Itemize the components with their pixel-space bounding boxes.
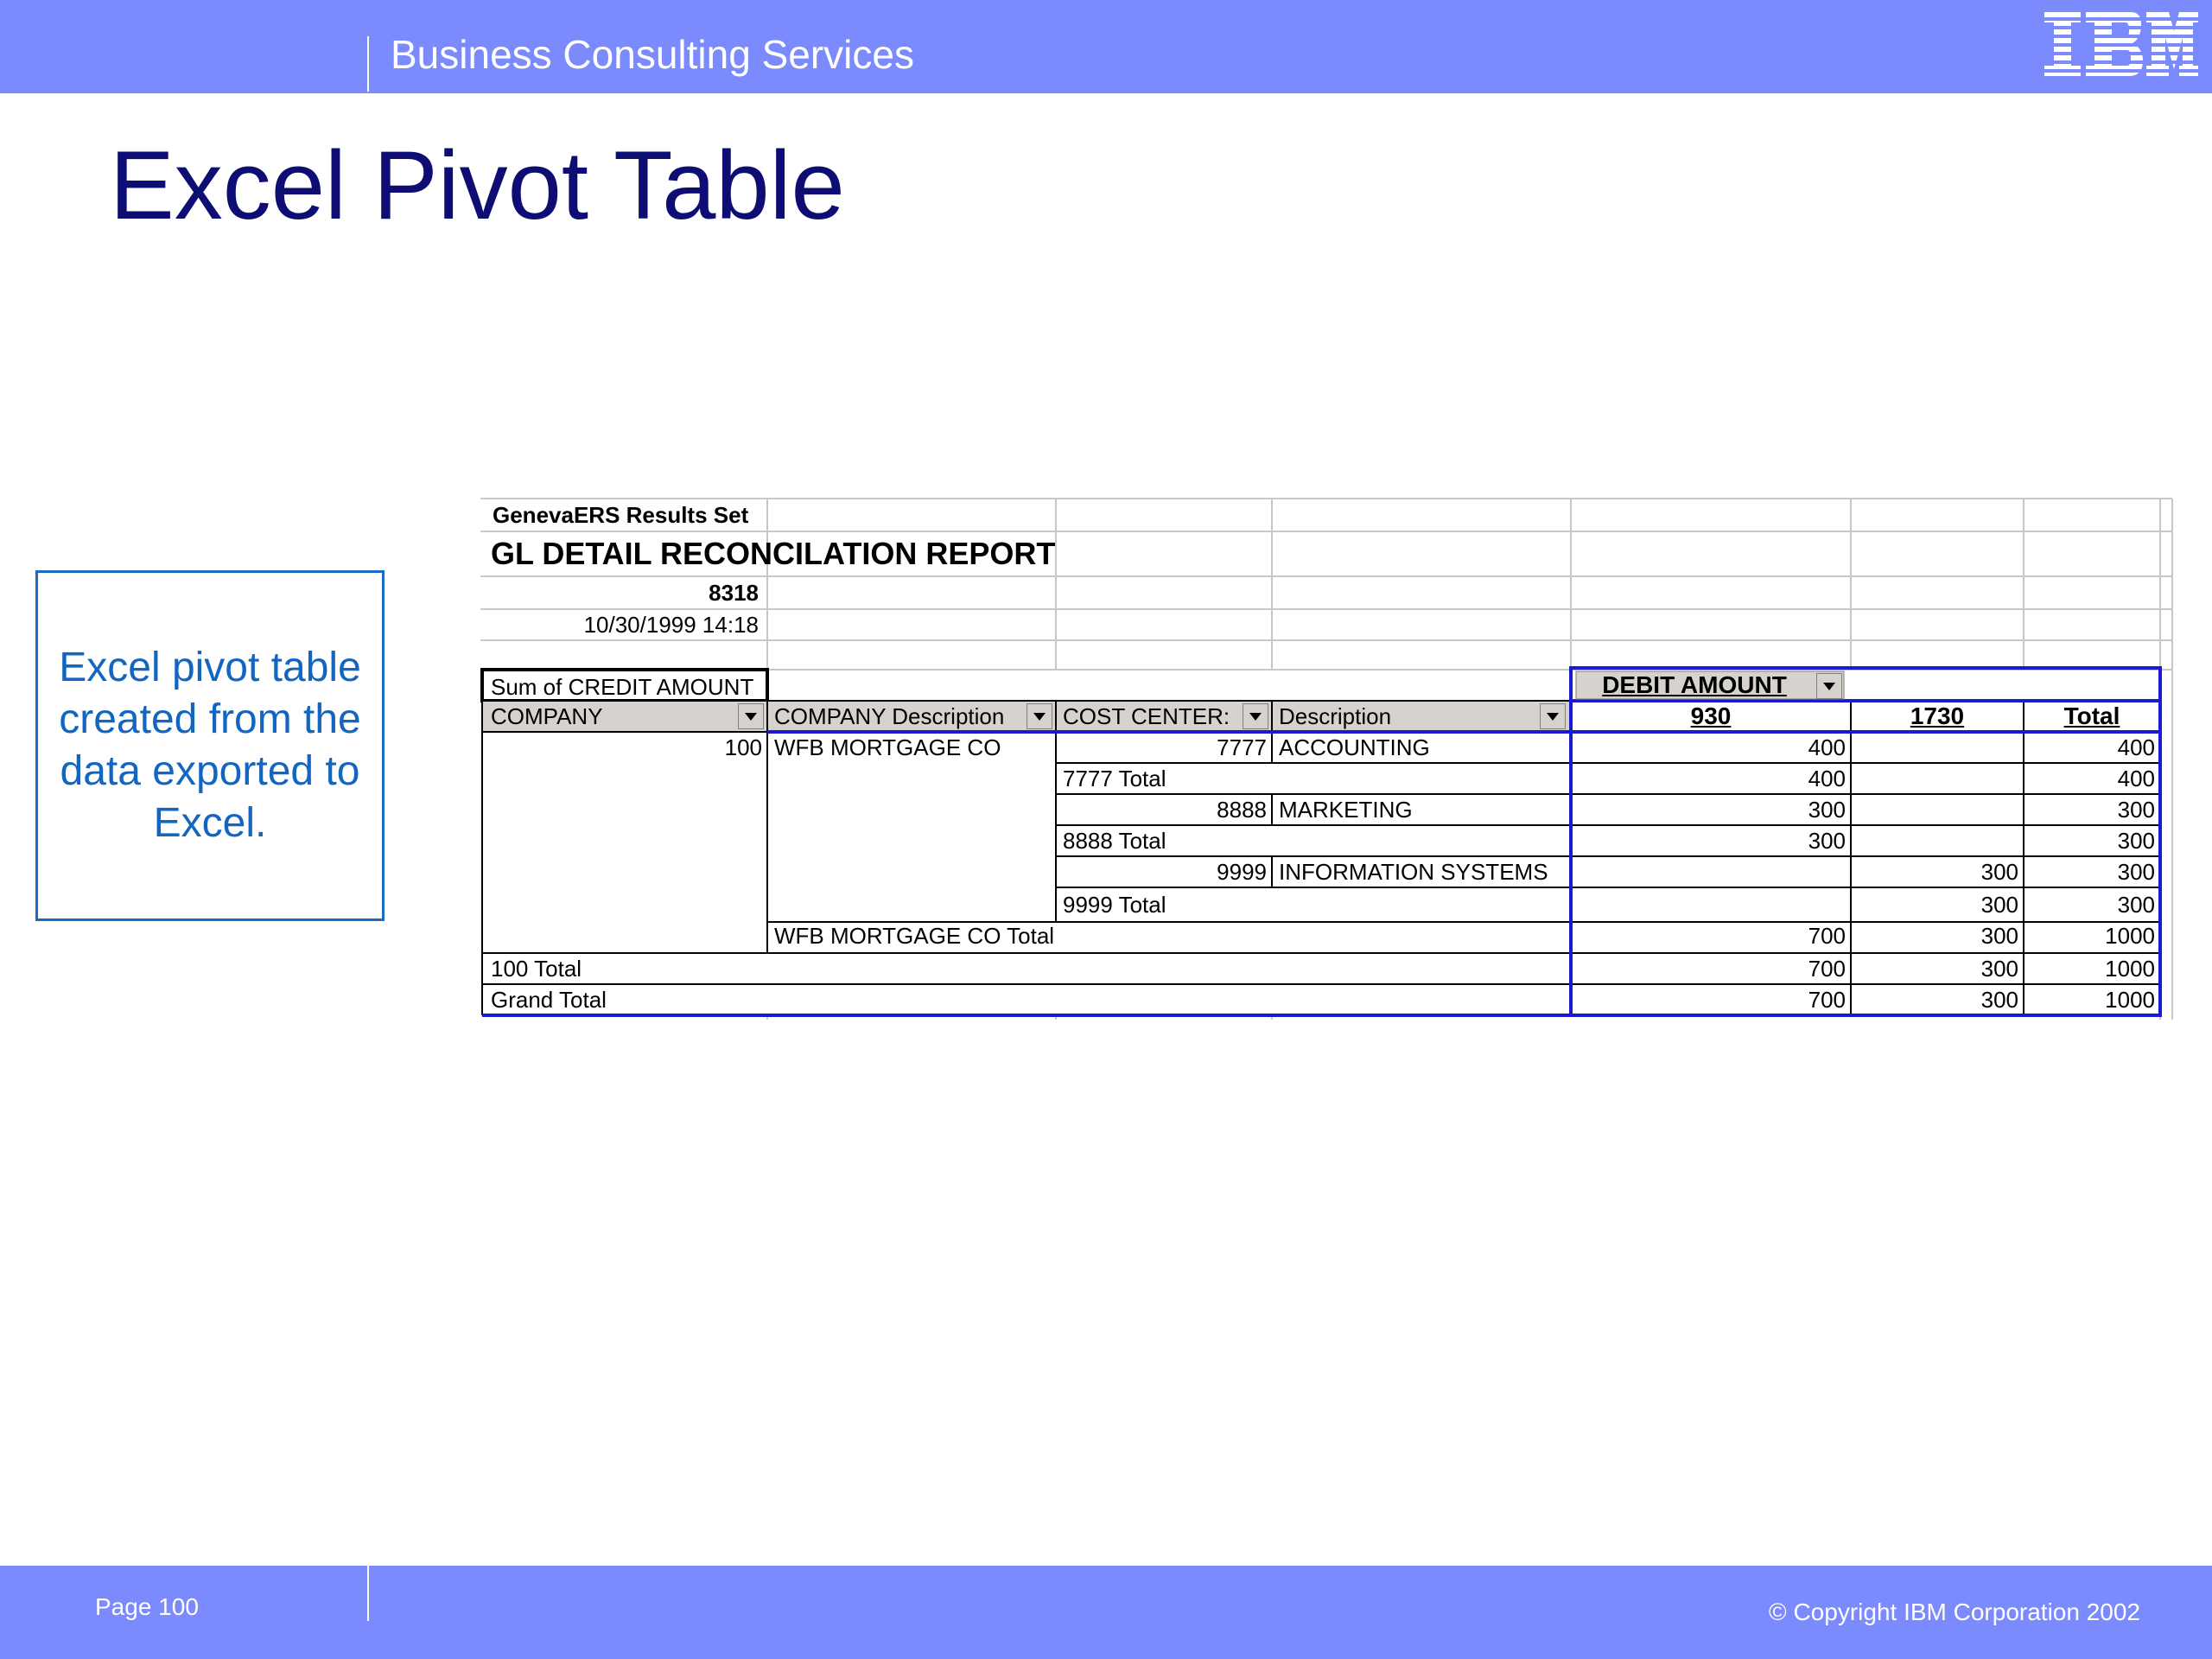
description-dropdown[interactable] bbox=[1540, 703, 1566, 729]
ibm-logo bbox=[2044, 12, 2198, 76]
data-field-label: Sum of CREDIT AMOUNT bbox=[491, 674, 754, 700]
table-cell-cost-center-total: 9999 Total bbox=[1063, 892, 1166, 918]
report-title: GL DETAIL RECONCILATION REPORT bbox=[491, 536, 1056, 571]
table-cell-description: MARKETING bbox=[1279, 797, 1413, 823]
table-cell-1730: 300 bbox=[1980, 956, 2018, 982]
report-id: 8318 bbox=[709, 580, 759, 606]
table-cell-cost-center: 9999 bbox=[1217, 859, 1267, 885]
page-number: Page 100 bbox=[95, 1593, 199, 1620]
table-cell-930: 400 bbox=[1808, 766, 1846, 791]
table-cell-930: 700 bbox=[1808, 987, 1846, 1013]
table-cell-930: 400 bbox=[1808, 734, 1846, 760]
company-dropdown[interactable] bbox=[738, 703, 764, 729]
table-cell-930: 700 bbox=[1808, 923, 1846, 949]
table-cell-total: 1000 bbox=[2105, 987, 2155, 1013]
company-description-dropdown[interactable] bbox=[1027, 703, 1052, 729]
column-header-total: Total bbox=[2063, 702, 2120, 729]
footer-divider bbox=[367, 1566, 369, 1621]
company-total-label: 100 Total bbox=[491, 956, 582, 982]
row-field-cost-center: COST CENTER: bbox=[1063, 703, 1230, 729]
row-field-company-description: COMPANY Description bbox=[774, 703, 1005, 729]
table-cell-1730: 300 bbox=[1980, 923, 2018, 949]
copyright-notice: © Copyright IBM Corporation 2002 bbox=[1769, 1599, 2140, 1625]
table-cell-930: 300 bbox=[1808, 828, 1846, 854]
table-cell-cost-center: 7777 bbox=[1217, 734, 1267, 760]
header-divider bbox=[367, 36, 369, 92]
column-header-1730: 1730 bbox=[1910, 702, 1965, 729]
table-cell-total: 400 bbox=[2117, 734, 2155, 760]
page-title: Excel Pivot Table bbox=[110, 131, 845, 239]
table-cell-total: 300 bbox=[2117, 828, 2155, 854]
report-timestamp: 10/30/1999 14:18 bbox=[583, 612, 759, 638]
table-cell-930: 300 bbox=[1808, 797, 1846, 823]
table-cell-1730: 300 bbox=[1980, 892, 2018, 918]
row-field-description: Description bbox=[1279, 703, 1392, 729]
table-cell-company-desc: WFB MORTGAGE CO bbox=[774, 734, 1001, 760]
section-title: Business Consulting Services bbox=[391, 32, 914, 77]
table-cell-total: 1000 bbox=[2105, 923, 2155, 949]
column-header-930: 930 bbox=[1690, 702, 1732, 729]
results-set-label: GenevaERS Results Set bbox=[493, 502, 749, 528]
table-cell-cost-center: 8888 bbox=[1217, 797, 1267, 823]
table-cell-company: 100 bbox=[724, 734, 762, 760]
table-cell-1730: 300 bbox=[1980, 987, 2018, 1013]
table-cell-cost-center-total: 7777 Total bbox=[1063, 766, 1166, 791]
callout-box bbox=[35, 570, 385, 921]
header-bar bbox=[0, 0, 2212, 93]
table-cell-930: 700 bbox=[1808, 956, 1846, 982]
cost-center-dropdown[interactable] bbox=[1243, 703, 1268, 729]
grand-total-label: Grand Total bbox=[491, 987, 607, 1013]
table-cell-total: 300 bbox=[2117, 797, 2155, 823]
footer-bar bbox=[0, 1566, 2212, 1659]
row-field-company: COMPANY bbox=[491, 703, 603, 729]
table-cell-total: 300 bbox=[2117, 892, 2155, 918]
table-cell-total: 300 bbox=[2117, 859, 2155, 885]
table-cell-1730: 300 bbox=[1980, 859, 2018, 885]
table-cell-description: ACCOUNTING bbox=[1279, 734, 1430, 760]
table-cell-total: 400 bbox=[2117, 766, 2155, 791]
callout-text: Excel pivot table created from the data exported to Excel. bbox=[59, 645, 361, 846]
spreadsheet bbox=[480, 497, 2176, 1020]
table-cell-total: 1000 bbox=[2105, 956, 2155, 982]
company-desc-total-label: WFB MORTGAGE CO Total bbox=[774, 923, 1055, 949]
table-cell-description: INFORMATION SYSTEMS bbox=[1279, 859, 1548, 885]
table-cell-cost-center-total: 8888 Total bbox=[1063, 828, 1166, 854]
debit-amount-dropdown[interactable] bbox=[1816, 673, 1842, 699]
column-field-label: DEBIT AMOUNT bbox=[1602, 671, 1787, 698]
